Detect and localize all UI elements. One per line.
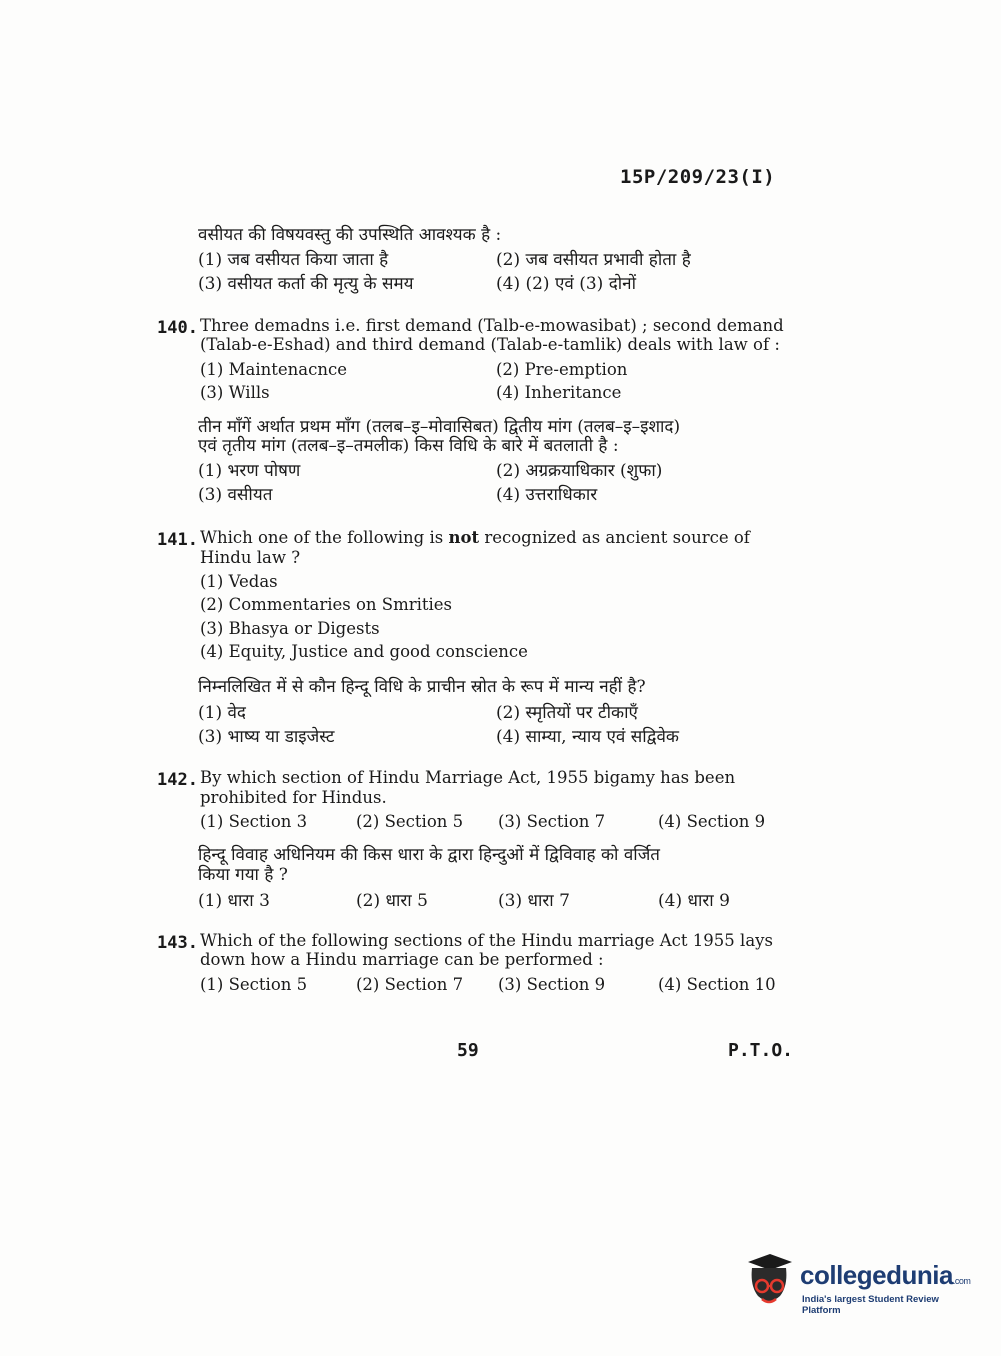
q142-hindi-option: (4) धारा 9 (658, 891, 730, 911)
q140-hindi-option: (2) अग्रक्रयाधिकार (शुफा) (496, 461, 663, 481)
collegedunia-watermark (740, 1252, 970, 1316)
q141-option: (1) Vedas (200, 572, 278, 591)
q142-stem: prohibited for Hindus. (200, 788, 387, 807)
brand-suffix: .com (952, 1276, 971, 1286)
question-number: 143. (157, 933, 198, 953)
q141-option: (2) Commentaries on Smrities (200, 595, 453, 614)
q141-option: (3) Bhasya or Digests (200, 619, 380, 638)
q143-option: (2) Section 7 (356, 975, 464, 994)
q139-hindi-option: (1) जब वसीयत किया जाता है (198, 250, 389, 270)
q140-option: (1) Maintenacnce (200, 360, 347, 379)
q142-option: (3) Section 7 (498, 812, 606, 831)
q141-hindi-option: (4) साम्या, न्याय एवं सद्विवेक (496, 727, 679, 747)
q139-hindi-option: (2) जब वसीयत प्रभावी होता है (496, 250, 691, 270)
q139-hindi-option: (3) वसीयत कर्ता की मृत्यु के समय (198, 274, 414, 294)
q141-stem (200, 528, 750, 547)
pto-label: P.T.O. (728, 1040, 794, 1061)
q141-stem-text: recognized as ancient source of (479, 528, 750, 547)
q142-option: (1) Section 3 (200, 812, 308, 831)
brand-text: collegedunia (800, 1260, 953, 1290)
q143-option: (1) Section 5 (200, 975, 308, 994)
q141-hindi-option: (3) भाष्य या डाइजेस्ट (198, 727, 335, 747)
q140-option: (3) Wills (200, 383, 270, 402)
page-number: 59 (457, 1040, 479, 1061)
q141-hindi-option: (1) वेद (198, 703, 246, 723)
question-number: 141. (157, 530, 198, 550)
q142-option: (4) Section 9 (658, 812, 766, 831)
q140-stem: Three demadns i.e. first demand (Talb-e-mowasibat) ; second demand (200, 316, 784, 335)
q143-stem: down how a Hindu marriage can be performed : (200, 950, 604, 969)
q142-hindi-stem: किया गया है ? (198, 865, 288, 885)
q140-hindi-option: (3) वसीयत (198, 485, 273, 505)
q139-hindi-stem: वसीयत की विषयवस्तु की उपस्थिति आवश्यक है : (198, 225, 502, 245)
q143-option: (4) Section 10 (658, 975, 776, 994)
paper-code: 15P/209/23(I) (620, 166, 776, 188)
q141-option: (4) Equity, Justice and good conscience (200, 642, 528, 661)
mascot-icon (740, 1252, 798, 1312)
q140-hindi-stem: एवं तृतीय मांग (तलब–इ–तमलीक) किस विधि के बारे में बतलाती है : (198, 436, 619, 456)
q142-hindi-option: (1) धारा 3 (198, 891, 270, 911)
brand-tagline: India's largest Student Review Platform (802, 1294, 939, 1316)
q142-hindi-option: (3) धारा 7 (498, 891, 570, 911)
q141-hindi-stem: निम्नलिखित में से कौन हिन्दू विधि के प्राचीन स्रोत के रूप में मान्य नहीं है? (198, 677, 646, 697)
q140-option: (2) Pre-emption (496, 360, 628, 379)
q142-hindi-stem: हिन्दू विवाह अधिनियम की किस धारा के द्वारा हिन्दुओं में द्विविवाह को वर्जित (198, 845, 660, 865)
q142-hindi-option: (2) धारा 5 (356, 891, 428, 911)
q143-option: (3) Section 9 (498, 975, 606, 994)
q142-option: (2) Section 5 (356, 812, 464, 831)
q141-hindi-option: (2) स्मृतियों पर टीकाएँ (496, 703, 638, 723)
q140-option: (4) Inheritance (496, 383, 622, 402)
q141-stem-emphasis: not (448, 528, 480, 547)
q142-stem: By which section of Hindu Marriage Act, 1955 bigamy has been (200, 768, 736, 787)
q140-hindi-option: (1) भरण पोषण (198, 461, 301, 481)
question-number: 140. (157, 318, 198, 338)
q141-stem: Hindu law ? (200, 548, 301, 567)
brand-name (800, 1260, 970, 1291)
q139-hindi-option: (4) (2) एवं (3) दोनों (496, 274, 636, 294)
q141-stem-text: Which one of the following is (200, 528, 449, 547)
question-number: 142. (157, 770, 198, 790)
q143-stem: Which of the following sections of the Hindu marriage Act 1955 lays (200, 931, 773, 950)
q140-hindi-option: (4) उत्तराधिकार (496, 485, 598, 505)
q140-stem: (Talab-e-Eshad) and third demand (Talab-e-tamlik) deals with law of : (200, 335, 780, 354)
q140-hindi-stem: तीन माँगें अर्थात प्रथम माँग (तलब–इ–मोवासिबत) द्वितीय मांग (तलब–इ–इशाद) (198, 417, 681, 437)
